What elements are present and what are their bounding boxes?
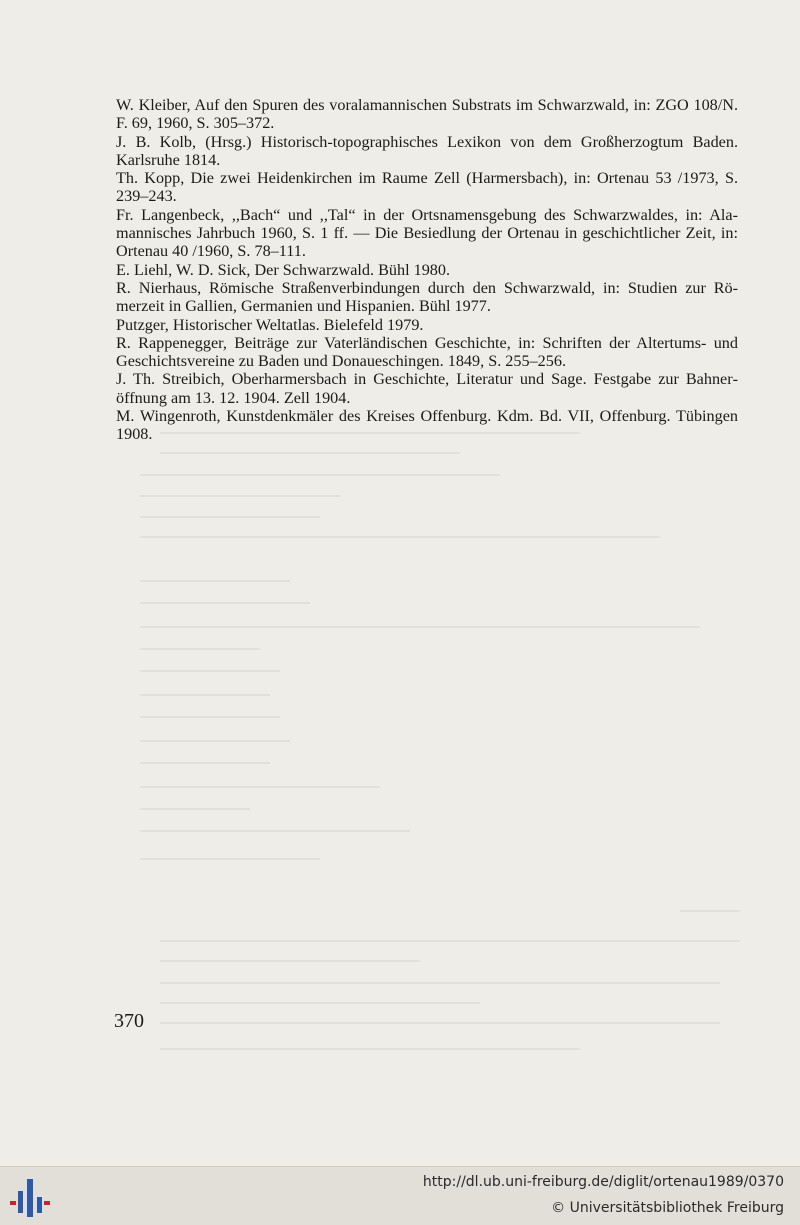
document-url-link[interactable]: http://dl.ub.uni-freiburg.de/diglit/ortenau1989/0370 (422, 1174, 784, 1190)
viewer-footer (0, 1166, 800, 1225)
reference-entry: J. B. Kolb, (Hrsg.) Historisch-topographisches Lexikon von dem Großherzogtum Baden. Karlsruhe 1814. (116, 132, 738, 169)
reference-entry: E. Liehl, W. D. Sick, Der Schwarzwald. Bühl 1980. (116, 260, 451, 279)
copyright-notice: © Universitätsbibliothek Freiburg (551, 1200, 784, 1216)
reference-entry: J. Th. Streibich, Oberharmersbach in Geschichte, Literatur und Sage. Festgabe zur Bahneröffnung am 13. 12. 1904. Zell 1904. (116, 370, 738, 407)
reference-entry: Fr. Langenbeck, ,,Bach“ und ,,Tal“ in der Ortsnamensgebung des Schwarzwaldes, in: Alamannisches Jahrbuch 1960, S. 1 ff. — Die Besiedlung der Ortenau in geschichtlicher Zeit, in: Ortenau 40 /1960, S. 78–111. (116, 205, 738, 261)
reference-entry: R. Rappenegger, Beiträge zur Vaterländischen Geschichte, in: Schriften der Altertums- und Geschichtsvereine zu Baden und Donaueschingen. 1849, S. 255–256. (116, 333, 738, 371)
page-number: 370 (114, 1010, 144, 1032)
reference-entry: Th. Kopp, Die zwei Heidenkirchen im Raume Zell (Harmersbach), in: Ortenau 53 /1973, S. 239–243. (116, 169, 738, 206)
reference-entry: R. Nierhaus, Römische Straßenverbindungen durch den Schwarzwald, in: Studien zur Römerzeit in Gallien, Germanien und Hispanien. Bühl 1977. (116, 278, 738, 316)
ub-freiburg-logo-icon (10, 1177, 50, 1219)
reference-entry: Putzger, Historischer Weltatlas. Bielefeld 1979. (116, 315, 424, 334)
reference-entry: M. Wingenroth, Kunstdenkmäler des Kreises Offenburg. Kdm. Bd. VII, Offenburg. Tübingen 1908. (116, 407, 738, 444)
bibliography-list (116, 96, 738, 444)
reference-entry: W. Kleiber, Auf den Spuren des voralamannischen Substrats im Schwarzwald, in: ZGO 108/N. F. 69, 1960, S. 305–372. (116, 96, 738, 133)
